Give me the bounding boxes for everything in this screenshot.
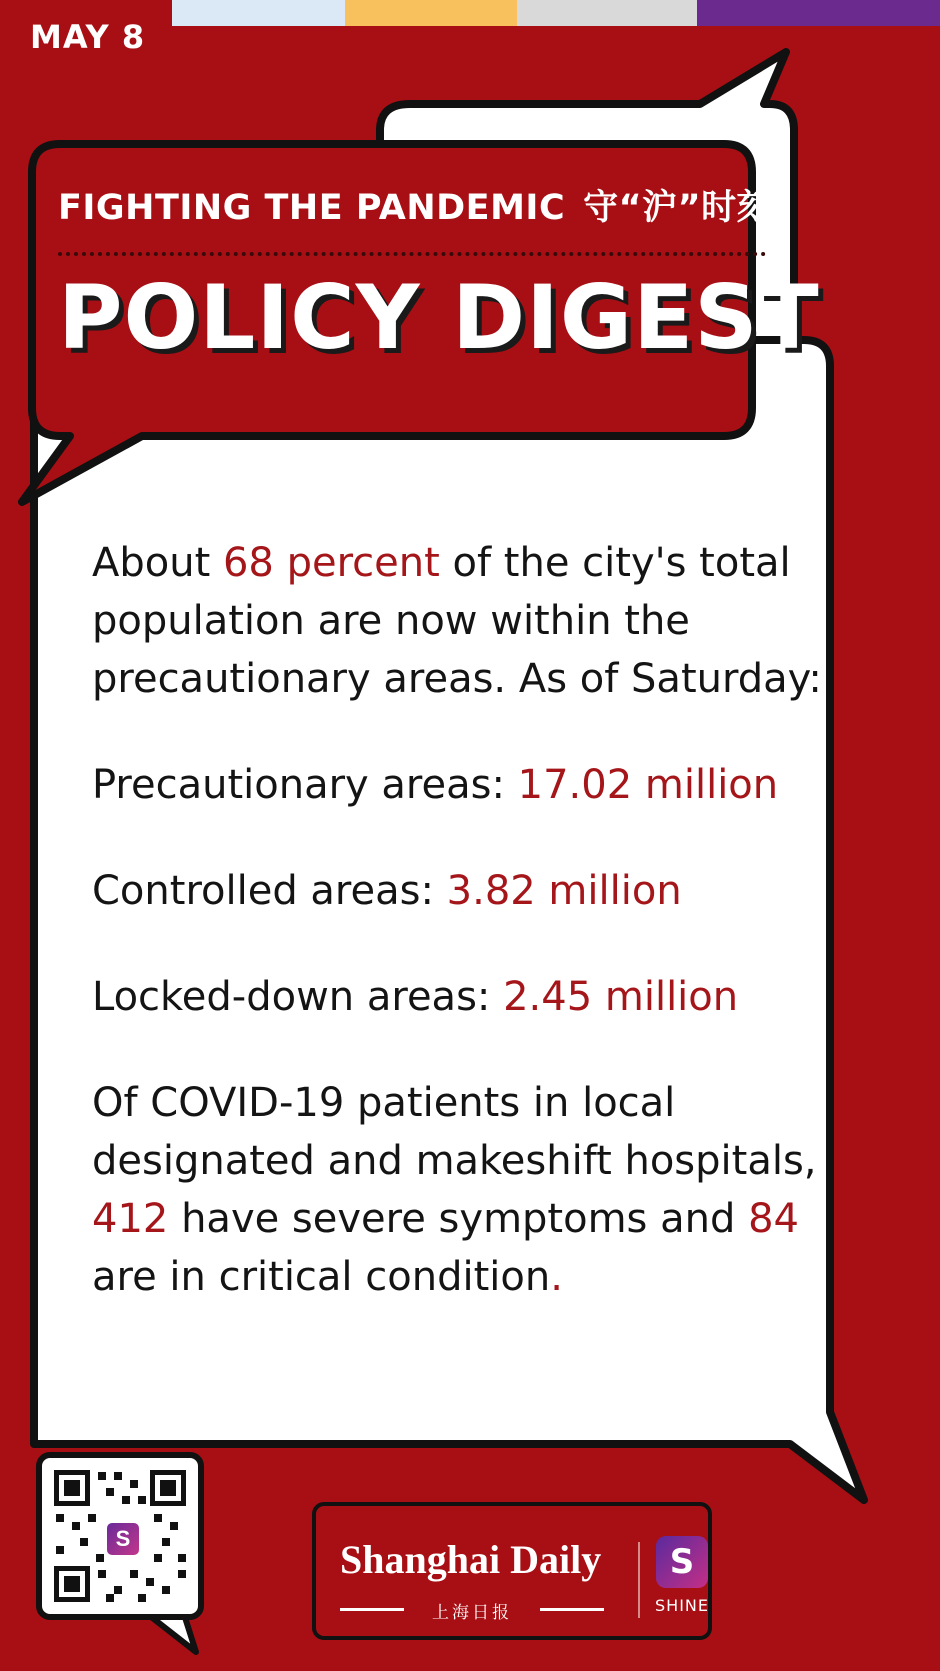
stat-label: Locked-down areas: (92, 974, 504, 1020)
patients-paragraph (92, 1074, 852, 1306)
intro-text-2: of the city's total population are now within the precautionary areas. As of Saturday: (92, 540, 822, 702)
intro-paragraph (92, 534, 852, 708)
kicker-en: FIGHTING THE PANDEMIC (58, 188, 566, 228)
intro-text-1: About (92, 540, 223, 586)
patients-text-1: Of COVID-19 patients in local designated and makeshift hospitals, (92, 1080, 817, 1184)
shanghai-daily-logo: Shanghai Daily (340, 1537, 602, 1582)
brand-cn: 上海日报 (432, 1603, 512, 1623)
patients-period: . (550, 1254, 563, 1300)
stat-lockdown (92, 968, 852, 1026)
severe-count: 412 (92, 1196, 169, 1242)
page-title: POLICY DIGEST (58, 266, 820, 369)
brand-footer (312, 1502, 712, 1640)
brand-divider (638, 1542, 640, 1618)
brand-rule-left (340, 1608, 404, 1611)
dotted-divider (58, 252, 766, 256)
stat-value: 17.02 million (517, 762, 779, 808)
header (58, 180, 820, 369)
critical-count: 84 (748, 1196, 799, 1242)
kicker-cn: 守“沪”时刻 (583, 188, 773, 228)
digest-content (92, 534, 852, 1354)
intro-highlight-percent: 68 percent (222, 540, 440, 586)
brand-rule-right (540, 1608, 604, 1611)
patients-text-2: have severe symptoms and (168, 1196, 749, 1242)
shine-label: SHINE (655, 1596, 709, 1615)
date-label: MAY 8 (30, 18, 146, 56)
brand-cn-row (340, 1598, 604, 1623)
kicker (58, 180, 778, 230)
stat-value: 3.82 million (446, 868, 682, 914)
qr-shine-logo: S (104, 1520, 142, 1558)
stat-value: 2.45 million (503, 974, 739, 1020)
qr-code[interactable] (36, 1452, 204, 1620)
shine-app-icon: S (656, 1536, 708, 1588)
stat-label: Controlled areas: (92, 868, 447, 914)
stat-label: Precautionary areas: (92, 762, 518, 808)
stat-precautionary (92, 756, 852, 814)
stat-controlled (92, 862, 852, 920)
patients-text-3: are in critical condition (92, 1254, 551, 1300)
